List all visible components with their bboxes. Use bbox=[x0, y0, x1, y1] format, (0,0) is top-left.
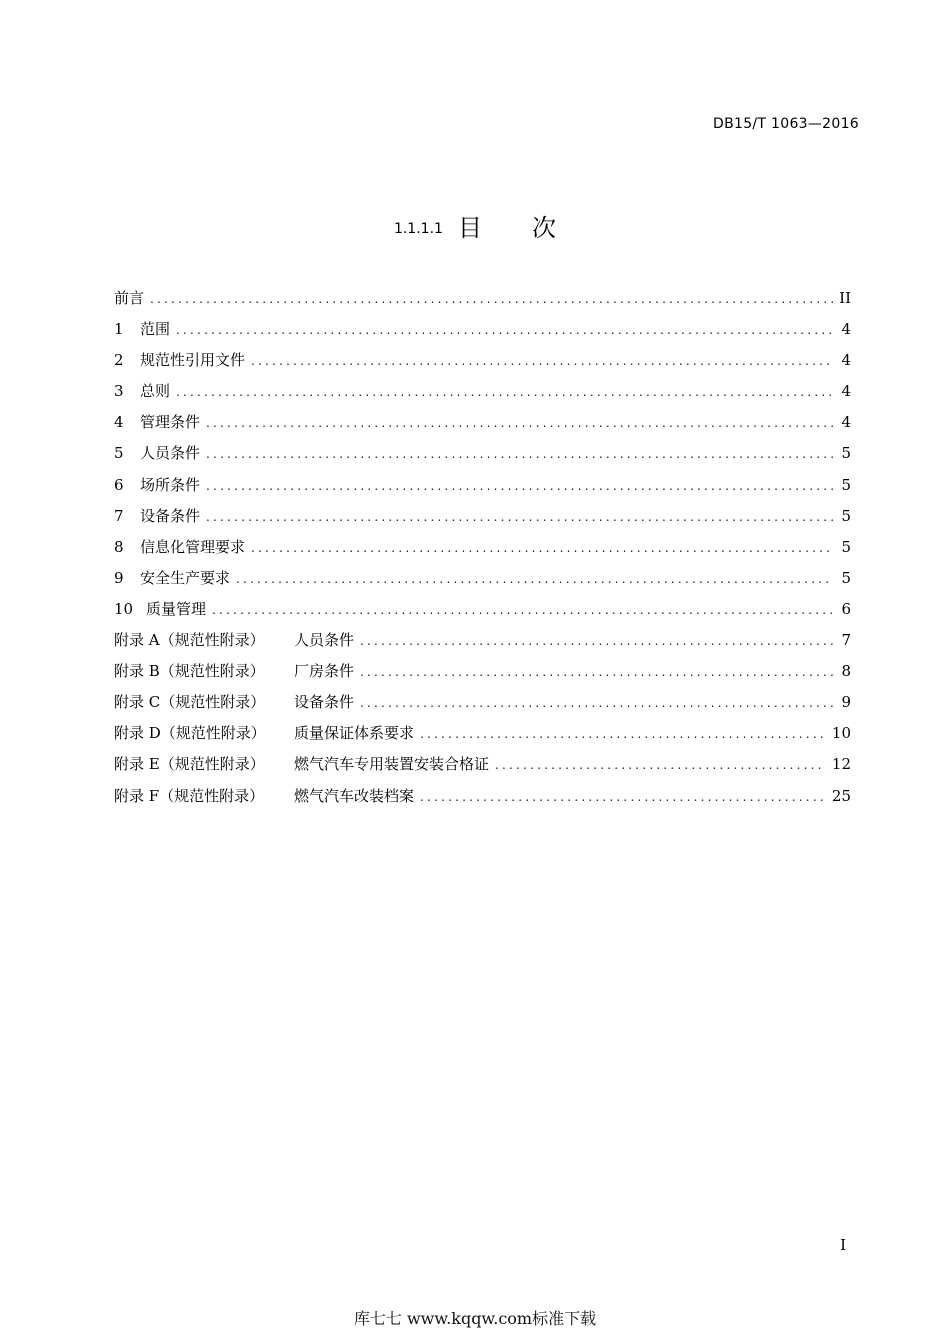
toc-entry-5[interactable] bbox=[114, 441, 851, 472]
toc-entry-page: 5 bbox=[841, 537, 851, 556]
toc-entry-number: 8 bbox=[114, 537, 124, 556]
appendix-tag: 附录 F（规范性附录） bbox=[114, 786, 265, 805]
toc-entry-4[interactable] bbox=[114, 410, 851, 441]
toc-entry-foreword[interactable] bbox=[114, 286, 851, 317]
toc-entry-appendix-a[interactable] bbox=[114, 628, 851, 659]
toc-entry-page: 7 bbox=[841, 631, 851, 650]
leader-dots bbox=[236, 567, 833, 591]
toc-entry-label: 场所条件 bbox=[140, 475, 201, 494]
page-number: I bbox=[840, 1236, 846, 1254]
leader-dots bbox=[206, 442, 833, 466]
leader-dots bbox=[360, 691, 833, 715]
toc-entry-label: 管理条件 bbox=[140, 413, 201, 432]
standard-code: DB15/T 1063—2016 bbox=[713, 116, 859, 132]
toc-entry-label: 人员条件 bbox=[294, 631, 355, 650]
toc-entry-page: II bbox=[839, 289, 851, 307]
appendix-tag: 附录 B（规范性附录） bbox=[114, 662, 265, 681]
appendix-tag: 附录 D（规范性附录） bbox=[114, 724, 266, 743]
toc-entry-label: 规范性引用文件 bbox=[140, 351, 246, 370]
toc-entry-number: 7 bbox=[114, 506, 124, 525]
toc-entry-label: 信息化管理要求 bbox=[140, 537, 246, 556]
toc-entry-page: 5 bbox=[841, 506, 851, 525]
toc-entry-page: 5 bbox=[841, 568, 851, 587]
toc-entry-page: 4 bbox=[841, 320, 851, 339]
toc-entry-number: 6 bbox=[114, 475, 124, 494]
footer-watermark: 库七七 www.kqqw.com标准下载 bbox=[353, 1309, 597, 1328]
toc-entry-label: 前言 bbox=[114, 289, 145, 307]
toc-entry-number: 2 bbox=[114, 351, 124, 370]
appendix-tag: 附录 C（规范性附录） bbox=[114, 693, 266, 712]
leader-dots bbox=[212, 598, 833, 622]
leader-dots bbox=[251, 536, 833, 560]
toc-entry-number: 10 bbox=[114, 599, 134, 618]
toc-entry-number: 3 bbox=[114, 382, 124, 401]
toc-entry-appendix-f[interactable] bbox=[114, 784, 851, 815]
appendix-tag: 附录 E（规范性附录） bbox=[114, 755, 265, 774]
leader-dots bbox=[251, 349, 833, 373]
toc-entry-page: 4 bbox=[841, 382, 851, 401]
toc-entry-10[interactable] bbox=[114, 597, 851, 628]
leader-dots bbox=[206, 474, 833, 498]
toc-entry-page: 5 bbox=[841, 444, 851, 463]
toc-entry-page: 5 bbox=[841, 475, 851, 494]
toc-entry-label: 范围 bbox=[140, 320, 171, 339]
toc-entry-label: 质量保证体系要求 bbox=[294, 724, 415, 743]
toc-entry-page: 25 bbox=[831, 786, 851, 805]
leader-dots bbox=[150, 287, 833, 311]
leader-dots bbox=[206, 411, 833, 435]
toc-entry-label: 燃气汽车专用装置安装合格证 bbox=[294, 755, 490, 774]
leader-dots bbox=[420, 785, 826, 809]
toc-entry-8[interactable] bbox=[114, 535, 851, 566]
leader-dots bbox=[495, 753, 826, 777]
heading-number: 1.1.1.1 bbox=[393, 221, 443, 237]
appendix-tag: 附录 A（规范性附录） bbox=[114, 631, 265, 650]
toc-entry-appendix-e[interactable] bbox=[114, 752, 851, 783]
toc-entry-label: 设备条件 bbox=[140, 506, 201, 525]
toc-entry-page: 10 bbox=[831, 724, 851, 743]
toc-entry-appendix-b[interactable] bbox=[114, 659, 851, 690]
toc-entry-9[interactable] bbox=[114, 566, 851, 597]
toc-entry-7[interactable] bbox=[114, 504, 851, 535]
leader-dots bbox=[176, 318, 833, 342]
heading-char-1: 目 bbox=[458, 214, 483, 242]
toc-heading bbox=[0, 208, 950, 243]
leader-dots bbox=[176, 380, 833, 404]
toc-entry-label: 厂房条件 bbox=[294, 662, 355, 681]
leader-dots bbox=[420, 722, 826, 746]
toc-entry-page: 4 bbox=[841, 351, 851, 370]
toc-entry-page: 4 bbox=[841, 413, 851, 432]
toc-entry-label: 总则 bbox=[140, 382, 171, 401]
toc-entry-1[interactable] bbox=[114, 317, 851, 348]
toc-entry-appendix-d[interactable] bbox=[114, 721, 851, 752]
leader-dots bbox=[360, 660, 833, 684]
toc-entry-number: 5 bbox=[114, 444, 124, 463]
heading-char-2: 次 bbox=[532, 214, 557, 242]
leader-dots bbox=[206, 505, 833, 529]
toc-entry-3[interactable] bbox=[114, 379, 851, 410]
toc-entry-label: 设备条件 bbox=[294, 693, 355, 712]
toc-entry-label: 人员条件 bbox=[140, 444, 201, 463]
toc-entry-page: 12 bbox=[831, 755, 851, 774]
toc-entry-number: 1 bbox=[114, 320, 124, 339]
toc-entry-label: 安全生产要求 bbox=[140, 568, 231, 587]
toc-entry-appendix-c[interactable] bbox=[114, 690, 851, 721]
toc-entry-page: 9 bbox=[841, 693, 851, 712]
toc-entry-page: 6 bbox=[841, 599, 851, 618]
leader-dots bbox=[360, 629, 833, 653]
toc-entry-label: 质量管理 bbox=[146, 599, 207, 618]
toc-entry-2[interactable] bbox=[114, 348, 851, 379]
toc-entry-number: 4 bbox=[114, 413, 124, 432]
toc-entry-number: 9 bbox=[114, 568, 124, 587]
table-of-contents bbox=[114, 286, 851, 815]
toc-entry-6[interactable] bbox=[114, 473, 851, 504]
toc-entry-page: 8 bbox=[841, 662, 851, 681]
toc-entry-label: 燃气汽车改装档案 bbox=[294, 786, 415, 805]
